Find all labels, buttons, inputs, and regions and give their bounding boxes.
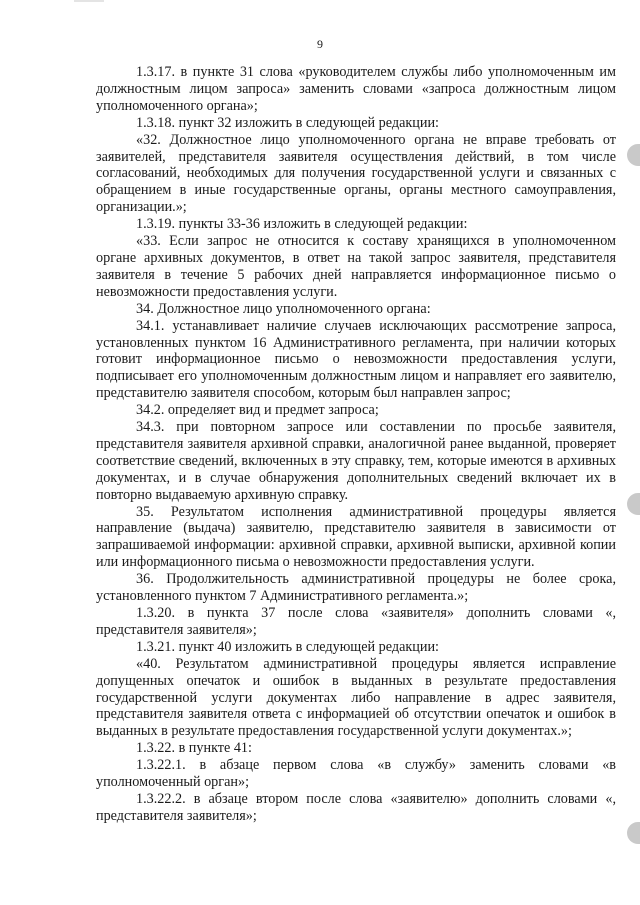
paragraph-1-3-22-2: 1.3.22.2. в абзаце втором после слова «заявителю» дополнить словами «, представителя заявителя»;: [96, 790, 616, 824]
paragraph-item-34-2: 34.2. определяет вид и предмет запроса;: [136, 402, 379, 419]
paragraph-item-35: 35. Результатом исполнения административной процедуры является направление (выдача) заявителю, представителю заявителя в зависимости от запрашиваемой информации: архивной справки, архивной выписки, архивной копии или информационного письма о невозможности предоставления услуги.: [96, 503, 616, 571]
paragraph-1-3-22-1: 1.3.22.1. в абзаце первом слова «в службу» заменить словами «в уполномоченный орган»;: [96, 757, 616, 791]
paragraph-item-40: «40. Результатом административной процедуры является исправление допущенных опечаток и ошибок в выданных в результате предоставления государственной услуги документах либо направление в адрес заявителя, представителя заявителя ответа с информацией об отсутствии опечаток и ошибок в выданных в результате предоставления государственной услуги документах.»;: [96, 655, 616, 740]
paragraph-item-36: 36. Продолжительность административной процедуры не более срока, установленного пунктом 7 Административного регламента.»;: [96, 571, 616, 605]
binder-hole-mark: [627, 493, 640, 515]
paragraph-item-34: 34. Должностное лицо уполномоченного органа:: [136, 300, 431, 317]
paragraph-1-3-22: 1.3.22. в пункте 41:: [136, 740, 252, 757]
paragraph-item-32: «32. Должностное лицо уполномоченного органа не вправе требовать от заявителей, представителя заявителя осуществления действий, в том числе согласований, необходимых для получения государственной услуги и связанных с обращением в иные государственные органы, органы местного самоуправления, организации.»;: [96, 131, 616, 216]
scan-edge-mark: [74, 0, 104, 2]
paragraph-item-33: «33. Если запрос не относится к составу хранящихся в уполномоченном органе архивных документов, в ответ на такой запрос заявителя, представителя заявителя в течение 5 рабочих дней направляется информационное письмо о невозможности предоставления услуги.: [96, 233, 616, 300]
paragraph-1-3-20: 1.3.20. в пункта 37 после слова «заявителя» дополнить словами «, представителя заявителя»;: [96, 605, 616, 638]
document-body: [96, 64, 616, 825]
binder-hole-mark: [627, 144, 640, 166]
paragraph-1-3-21: 1.3.21. пункт 40 изложить в следующей редакции:: [136, 638, 439, 655]
paragraph-1-3-18: 1.3.18. пункт 32 изложить в следующей редакции:: [136, 114, 439, 131]
paragraph-item-34-1: 34.1. устанавливает наличие случаев исключающих рассмотрение запроса, установленных пунктом 16 Административного регламента, при наличии которых готовит информационное письмо о невозможности предоставления услуги, подписывает его уполномоченным должностным лицом и направляет его заявителю, представителю заявителя способом, которым был направлен запрос;: [96, 317, 616, 402]
binder-hole-mark: [627, 822, 640, 844]
page-number: 9: [317, 37, 323, 51]
paragraph-1-3-19: 1.3.19. пункты 33-36 изложить в следующей редакции:: [136, 216, 468, 233]
paragraph-1-3-17: 1.3.17. в пункте 31 слова «руководителем службы либо уполномоченным им должностным лицом запроса» заменить словами «запроса должностным лицом уполномоченного органа»;: [96, 64, 616, 114]
paragraph-item-34-3: 34.3. при повторном запросе или составлении по просьбе заявителя, представителя заявителя архивной справки, аналогичной ранее выданной, проверяет соответствие сведений, включенных в эту справку, тем, которые имеются в архивных документах, и в случае обнаружения дополнительных сведений включает их в повторно выдаваемую архивную справку.: [96, 419, 616, 503]
